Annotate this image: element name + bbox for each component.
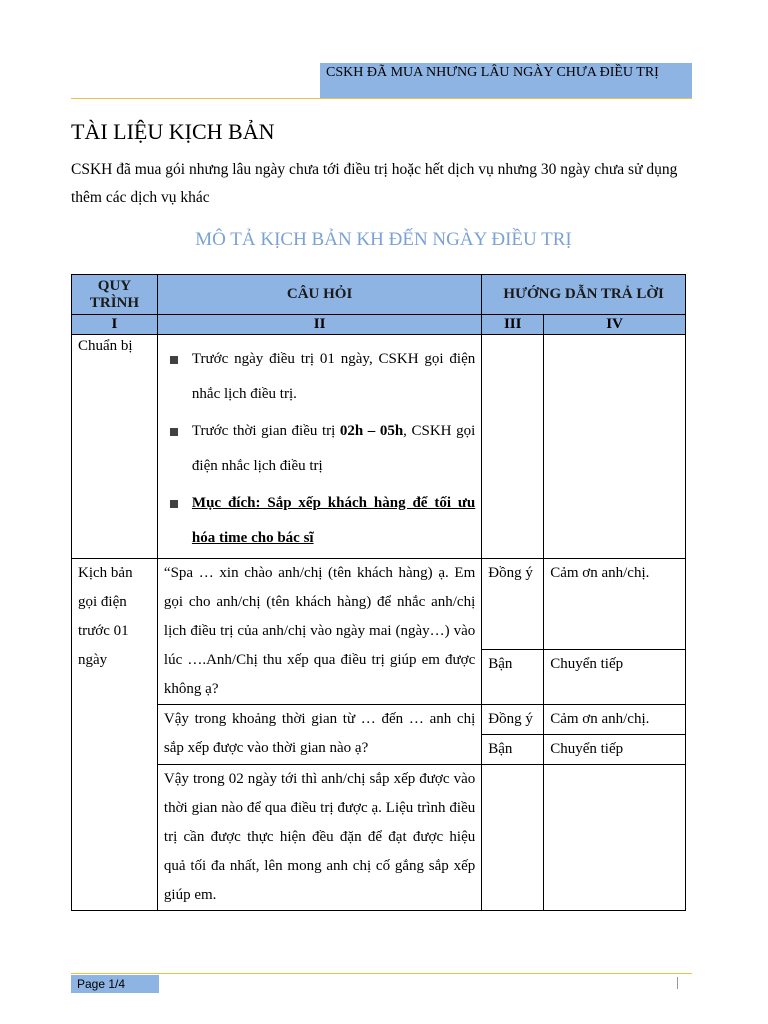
roman-row — [72, 315, 686, 335]
reply-forward: Chuyển tiếp — [544, 650, 686, 705]
roman-3: III — [482, 315, 544, 335]
list-item: Mục đích: Sắp xếp khách hàng để tối ưu hóa time cho bác sĩ — [170, 486, 475, 556]
running-header: CSKH ĐÃ MUA NHƯNG LÂU NGÀY CHƯA ĐIỀU TRỊ — [320, 63, 692, 98]
roman-4: IV — [544, 315, 686, 335]
list-item: Trước ngày điều trị 01 ngày, CSKH gọi điện nhắc lịch điều trị. — [170, 342, 475, 412]
prep-label: Chuẩn bị — [72, 335, 158, 559]
header-process: QUY TRÌNH — [72, 275, 158, 315]
square-bullet-icon — [170, 500, 178, 508]
reply-thanks: Cảm ơn anh/chị. — [544, 559, 686, 650]
header-divider — [71, 98, 692, 99]
call-label: Kịch bản gọi điện trước 01 ngày — [72, 559, 158, 911]
call-question-2: Vậy trong khoảng thời gian từ … đến … anh chị sắp xếp được vào thời gian nào ạ? — [157, 705, 481, 765]
roman-1: I — [72, 315, 158, 335]
answer-busy: Bận — [482, 735, 544, 765]
header-guide: HƯỚNG DẪN TRẢ LỜI — [482, 275, 686, 315]
footer-divider — [71, 973, 692, 974]
table-row-call-3 — [72, 765, 686, 911]
prep-bullet-list — [164, 335, 475, 556]
prep-content — [157, 335, 481, 559]
empty-answer-cell — [482, 765, 544, 911]
section-title: MÔ TẢ KỊCH BẢN KH ĐẾN NGÀY ĐIỀU TRỊ — [195, 229, 572, 250]
document-title: TÀI LIỆU KỊCH BẢN — [71, 119, 275, 144]
table-row-call-1 — [72, 559, 686, 650]
roman-2: II — [157, 315, 481, 335]
answer-agree: Đồng ý — [482, 559, 544, 650]
prep-answer-cell — [482, 335, 544, 559]
answer-agree: Đồng ý — [482, 705, 544, 735]
square-bullet-icon — [170, 356, 178, 364]
table-header-row — [72, 275, 686, 315]
list-item: Trước thời gian điều trị 02h – 05h, CSKH gọi điện nhắc lịch điều trị — [170, 414, 475, 484]
table-row-prep — [72, 335, 686, 559]
call-question-3: Vậy trong 02 ngày tới thì anh/chị sắp xếp được vào thời gian nào để qua điều trị được ạ. Liệu trình điều trị cần được thực hiện đều đặn để đạt được hiệu quả tối đa nhất, lên mong anh chị cố gắng sắp xếp giúp em. — [157, 765, 481, 911]
answer-busy: Bận — [482, 650, 544, 705]
reply-thanks: Cảm ơn anh/chị. — [544, 705, 686, 735]
reply-forward: Chuyển tiếp — [544, 735, 686, 765]
empty-reply-cell — [544, 765, 686, 911]
script-table — [71, 274, 686, 911]
intro-paragraph: CSKH đã mua gói nhưng lâu ngày chưa tới điều trị hoặc hết dịch vụ nhưng 30 ngày chưa sử dụng thêm các dịch vụ khác — [71, 161, 678, 206]
header-question: CÂU HỎI — [157, 275, 481, 315]
prep-reply-cell — [544, 335, 686, 559]
page-number: Page 1/4 — [71, 975, 159, 993]
table-row-call-2 — [72, 705, 686, 735]
call-question-1: “Spa … xin chào anh/chị (tên khách hàng) ạ. Em gọi cho anh/chị (tên khách hàng) để nhắc anh/chị lịch điều trị của anh/chị vào ngày mai (ngày…) vào lúc ….Anh/Chị thu xếp qua điều trị giúp em được không ạ? — [157, 559, 481, 705]
square-bullet-icon — [170, 428, 178, 436]
footer-mark — [677, 977, 678, 989]
